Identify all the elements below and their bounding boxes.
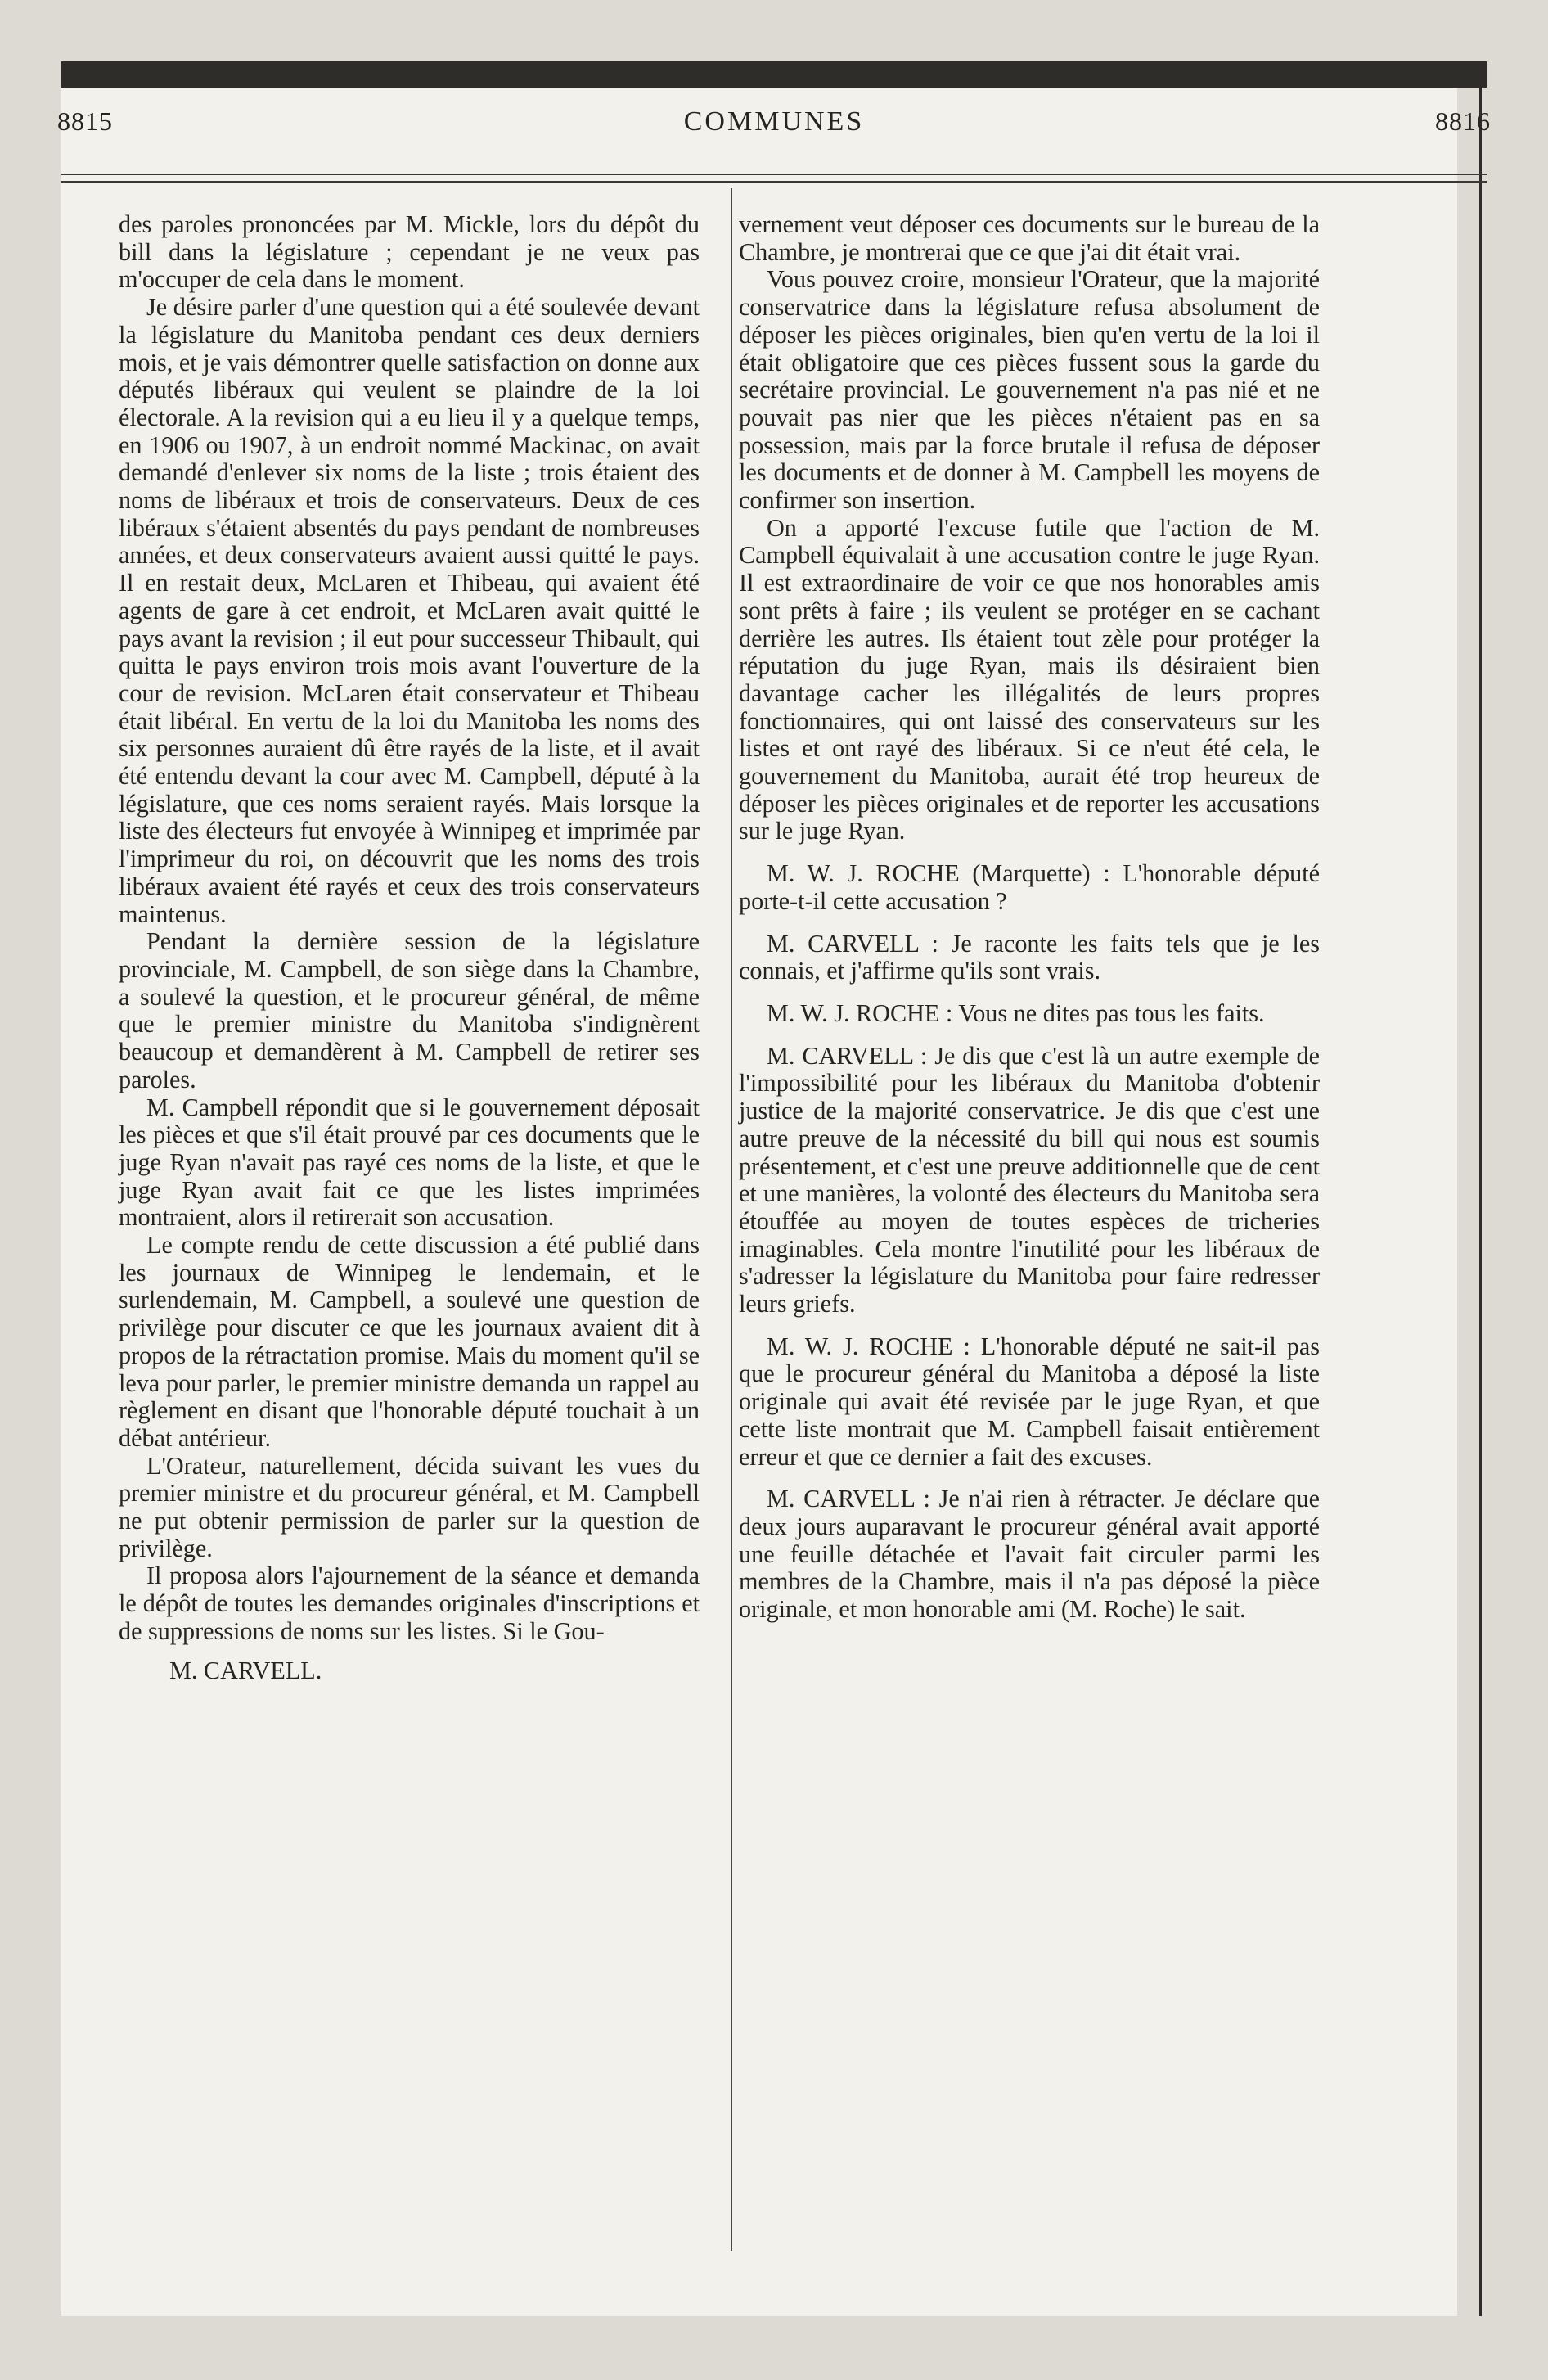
paragraph: L'Orateur, naturellement, décida suivant les vues du premier ministre et du procureur général, et M. Campbell ne put obtenir permission de parler sur la question de privilège. <box>119 1451 700 1562</box>
paragraph: Il proposa alors l'ajournement de la séance et demanda le dépôt de toutes les demandes originales d'inscriptions et de suppressions de noms sur les listes. Si le Gou- <box>119 1562 700 1645</box>
page-number-left: 8815 <box>57 106 113 136</box>
paragraph: Vous pouvez croire, monsieur l'Orateur, que la majorité conservatrice dans la législature refusa absolument de déposer les pièces originales, bien qu'en vertu de la loi il était obligatoire que ces pièces fussent sous la garde du secrétaire provincial. Le gouvernement n'a pas nié et ne pouvait pas nier que les pièces n'étaient pas en sa possession, mais par la force brutale il refusa de déposer les documents et de donner à M. Campbell les moyens de confirmer son insertion. <box>739 265 1320 515</box>
speaker-paragraph: M. CARVELL : Je dis que c'est là un autre exemple de l'impossibilité pour les libéraux du Manitoba d'obtenir justice de la majorité conservatrice. Je dis que c'est une autre preuve de la nécessité du bill qui nous est soumis présentement, et c'est une preuve additionnelle que de cent et une manières, la volonté des électeurs du Manitoba sera étouffée au moyen de toutes espèces de tricheries imaginables. Cela montre l'inutilité pour les libéraux de s'adresser la législature du Manitoba pour faire redresser leurs griefs. <box>739 1041 1320 1318</box>
page-header <box>57 106 1491 147</box>
paragraph: Je désire parler d'une question qui a été soulevée devant la législature du Manitoba pendant ces deux derniers mois, et je vais démontrer quelle satisfaction on donne aux députés libéraux qui veulent se plaindre de la loi électorale. A la revision qui a eu lieu il y a quelque temps, en 1906 ou 1907, à un endroit nommé Mackinac, on avait demandé d'enlever six noms de la liste ; trois étaient des noms de libéraux et trois de conservateurs. Deux de ces libéraux s'étaient absentés du pays pendant de nombreuses années, et deux conservateurs avaient aussi quitté le pays. Il en restait deux, McLaren et Thibeau, qui avaient été agents de gare à cet endroit, et McLaren avait quitté le pays avant la revision ; il eut pour successeur Thibault, qui quitta le pays environ trois mois avant l'ouverture de la cour de revision. McLaren était conservateur et Thibeau était libéral. En vertu de la loi du Manitoba les noms des six personnes auraient dû être rayés de la liste, et il avait été entendu devant la cour avec M. Campbell, député à la législature, que ces noms seraient rayés. Mais lorsque la liste des électeurs fut envoyée à Winnipeg et imprimée par l'imprimeur du roi, on découvrit que les noms des trois libéraux avaient été rayés et ceux des trois conservateurs maintenus. <box>119 293 700 928</box>
scan-top-band <box>61 61 1487 88</box>
column-divider <box>731 188 732 2251</box>
right-column <box>739 211 1320 1624</box>
speaker-paragraph: M. CARVELL : Je n'ai rien à rétracter. Je déclare que deux jours auparavant le procureur général avait apporté une feuille détachée et l'avait fait circuler parmi les membres de la Chambre, mais il n'a pas déposé la pièce originale, et mon honorable ami (M. Roche) le sait. <box>739 1485 1320 1624</box>
speaker-paragraph: M. W. J. ROCHE : Vous ne dites pas tous les faits. <box>767 998 1265 1027</box>
speaker-label: M. CARVELL. <box>169 1656 322 1684</box>
page-number-right: 8816 <box>1435 106 1491 136</box>
paragraph: M. Campbell répondit que si le gouvernement déposait les pièces et que s'il était prouvé par ces documents que le juge Ryan n'avait pas rayé ces noms de la liste, et que le juge Ryan avait fait ce que les listes imprimées montraient, alors il retirerait son accusation. <box>119 1093 700 1232</box>
header-rule <box>61 174 1487 183</box>
paragraph: Le compte rendu de cette discussion a été publié dans les journaux de Winnipeg le lendemain, et le surlendemain, M. Campbell, a soulevé une question de privilège pour discuter ce que les journaux avaient dit à propos de la rétractation promise. Mais du moment qu'il se leva pour parler, le premier ministre demanda un rappel au règlement en disant que l'honorable député touchait à un débat antérieur. <box>119 1231 700 1452</box>
speaker-paragraph: M. CARVELL : Je raconte les faits tels que je les connais, et j'affirme qu'ils sont vrais. <box>739 929 1320 985</box>
speaker-paragraph: M. W. J. ROCHE : L'honorable député ne sait-il pas que le procureur général du Manitoba a déposé la liste originale qui avait été revisée par le juge Ryan, et que cette liste montrait que M. Campbell faisait entièrement erreur et que ce dernier a fait des excuses. <box>739 1332 1320 1471</box>
paragraph: On a apporté l'excuse futile que l'action de M. Campbell équivalait à une accusation contre le juge Ryan. Il est extraordinaire de voir ce que nos honorables amis sont prêts à faire ; ils veulent se protéger en se cachant derrière les autres. Ils étaient tout zèle pour protéger la réputation du juge Ryan, mais ils désiraient bien davantage cacher les illégalités de leurs propres fonctionnaires, qui ont laissé des conservateurs sur les listes et ont rayé des libéraux. Si ce n'eut été cela, le gouvernement du Manitoba, aurait été trop heureux de déposer les pièces originales et de reporter les accusations sur le juge Ryan. <box>739 513 1320 845</box>
left-column <box>119 211 700 1684</box>
paragraph: des paroles prononcées par M. Mickle, lors du dépôt du bill dans la législature ; cependant je ne veux pas m'occuper de cela dans le moment. <box>119 210 700 294</box>
speaker-paragraph: M. W. J. ROCHE (Marquette) : L'honorable député porte-t-il cette accusation ? <box>739 859 1320 915</box>
scan-right-edge <box>1479 88 1482 2316</box>
paragraph: vernement veut déposer ces documents sur le bureau de la Chambre, je montrerai que ce que j'ai dit était vrai. <box>739 210 1320 266</box>
running-title: COMMUNES <box>683 106 865 137</box>
paragraph: Pendant la dernière session de la législature provinciale, M. Campbell, de son siège dans la Chambre, a soulevé la question, et le procureur général, de même que le premier ministre du Manitoba s'indignèrent beaucoup et demandèrent à M. Campbell de retirer ses paroles. <box>119 927 700 1093</box>
